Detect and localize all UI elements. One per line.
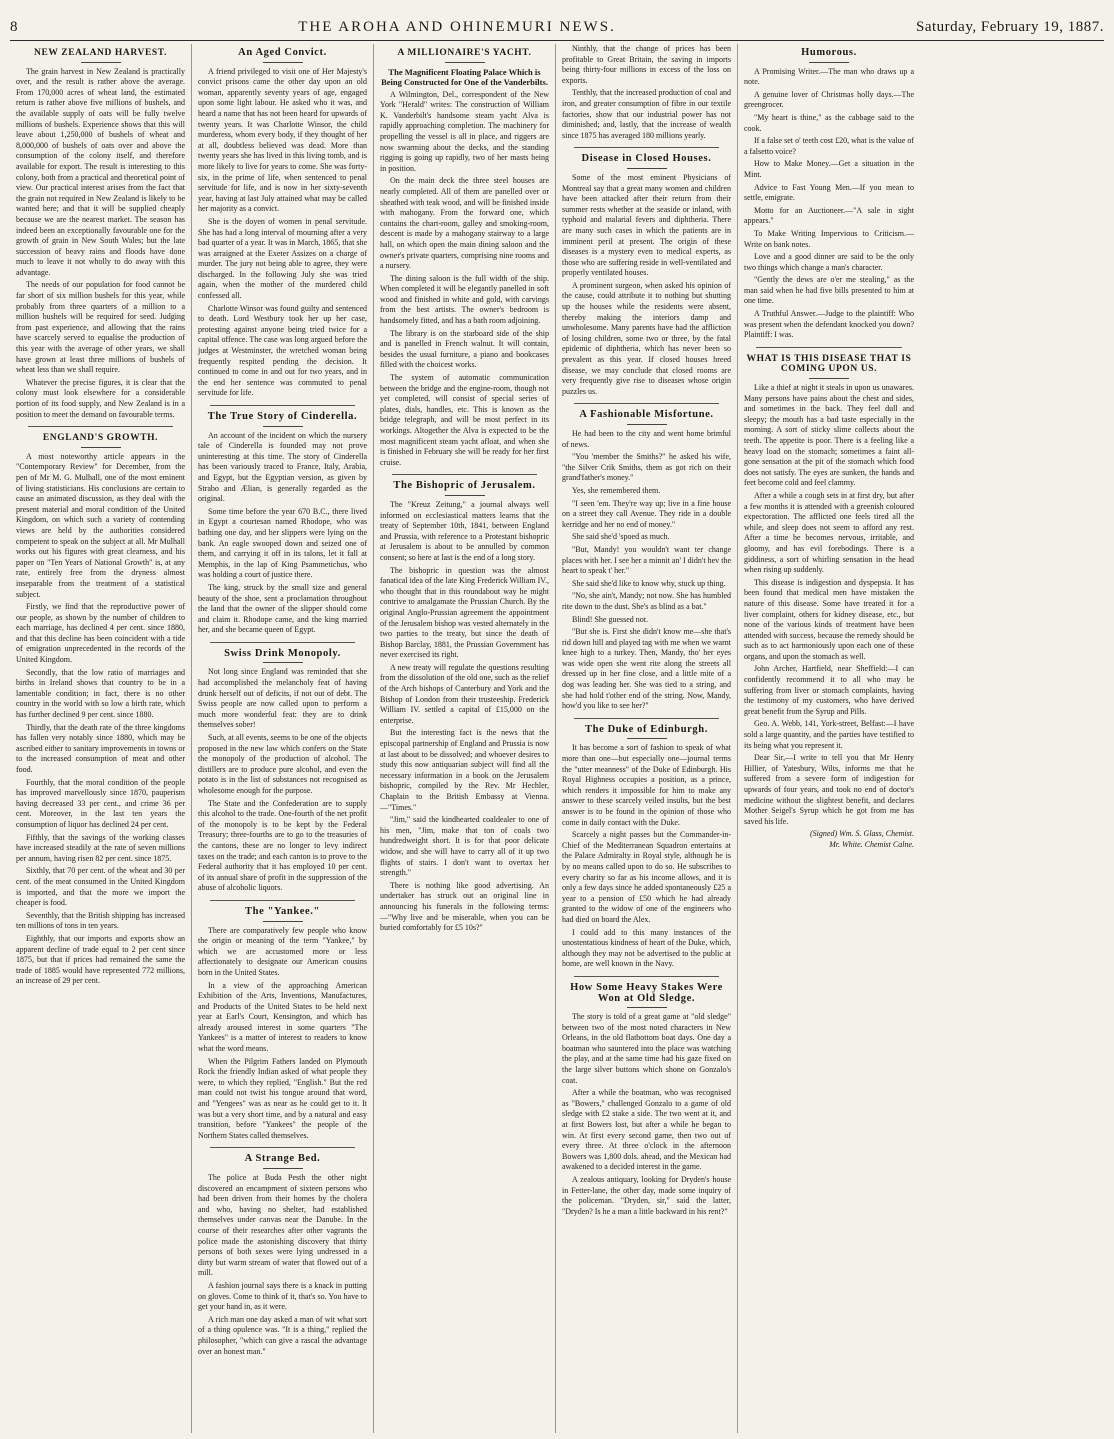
article-paragraph: Whatever the precise figures, it is clear that the colony must look elsewhere for a considerable portion of its food supply, and New Zealand is in a position to meet the demand on favourable terms. [16,377,185,419]
article-paragraph: He had been to the city and went home brimful of news. [562,429,731,449]
article-paragraph: "But she is. First she didn't know me—she that's rid down hill and played tag with me when we warnt knee high to a turkey. Then, Mandy, tho' her eyes was wide open she went rite along the streets all dressed up in her fine close, and a little mite of a dog was leading her. She was tied to a string, and she had hold t'other end of the string. Now, Mandy, how'd you like to see her?" [562,627,731,711]
article-heading: ENGLAND'S GROWTH. [42,433,159,444]
article-paragraph: Not long since England was reminded that she had accomplished the melancholy feat of having drunk herself out of deficits, if not out of debt. The Swiss people are now called upon to perform a much more wonderful feat: they are to drink themselves sober! [198,667,367,730]
article-paragraph: "Jim," said the kindhearted coaldealer to one of his men, "Jim, make that ton of coals two hundredweight short. It is for that poor delicate widow, and she will have to carry all of it up two flights of stairs. I don't want to overtax her strength." [380,815,549,878]
article-paragraph: She said she'd 'spoed as much. [572,532,670,542]
article-paragraph: The needs of our population for food cannot be far short of six million bushels for this year, while probably from three quarters of a million to a million bushels will be required for seed. Judging from past experience, and allowing that the rains have scarcely served to equalise the production of this year with the average of other years, we shall have grown at least three millions of bushels of wheat less than we shall require. [16,280,185,375]
heading-rule [627,424,667,425]
article-heading: An Aged Convict. [238,47,327,58]
article-paragraph: A genuine lover of Christmas holly days.—The greengrocer. [744,89,914,110]
issue-date: Saturday, February 19, 1887. [916,19,1104,35]
article-paragraph: A friend privileged to visit one of Her Majesty's convict prisons came the other day upon an old woman, apparently seventy years of age, engaged upon some light labour. He asked who it was, and heard a name that has not been heard for upwards of twenty years. It was Charlotte Winsor, the child murderess, whom every body, if they thought of her at all, doubtless believed was dead. More than twenty years she has lived in this living tomb, and is more likely to live for years to come. She was forty-six, in the prime of life, when sentenced to penal servitude for life, and is now in her sixty-seventh year, having at last July attained what may be called her majority as a convict. [198,66,367,214]
article-paragraph: Fifthly, that the savings of the working classes have increased steadily at the rate of seven millions per annum, having risen 82 per cent. since 1875. [16,832,185,863]
article-paragraph: Charlotte Winsor was found guilty and sentenced to death. Lord Westbury took her up her case, protesting against anyone being tried twice for a capital offence. The case was long argued before the judges at Westminster, the wretched woman being frequently respited pending the decision. It continued to come in and out for two years, and in the end her sentence was commuted to penal servitude for life. [198,303,367,398]
article [198,48,367,399]
article-paragraph: It has become a sort of fashion to speak of what more than one—but especially one—journal terms the "utter meanness" of the Duke of Edinburgh. His Royal Highness occupies a position, as a prince, which renders it impossible for him to make any answer to these scarcely veiled insults, but the best answer is to be found in the opinion of those who come in daily contact with the Duke. [562,743,731,827]
heading-rule [809,62,849,63]
heading-rule [445,62,485,63]
columns [10,44,1104,1433]
article-divider [574,976,719,977]
article-paragraph: After a while the boatman, who was recognised as "Bowers," challenged Gonzalo to a game of old sledge with £2 stake a side. The two went at it, and at first Bowers lost, but after a while he began to win. At first every second game, then two out of every three. At three o'clock in the afternoon Bowers was 1,800 dols. ahead, and the Mexican had awakened to a decided interest in the game. [562,1088,731,1172]
article-paragraph: Yes, she remembered them. [572,485,661,495]
article [562,44,731,141]
article-paragraph: "You 'member the Smiths?" he asked his wife, "the Silver Crik Smiths, them as got rich on their grand'father's money." [562,452,731,483]
article-paragraph: Some of the most eminent Physicians of Montreal say that a great many women and children have been attacked after their return from their summer rests whether at the seaside or inland, with typhoid and malarial fevers and diphtheria. There are many such cases in which the patients are in imminent peril at present. The origin of these diseases is a mystery even to medical experts, as those who are suffering reside in well-ventilated and properly ventilated houses. [562,172,731,278]
article-paragraph: A prominent surgeon, when asked his opinion of the cause, could attribute it to nothing but shutting up the houses while the residents were absent, thereby making the interiors damp and unwholesome. Many parents have had the affliction of losing children, some two or three, by the fatal epidemic of diphtheria, which has never been so prevalent as this year. If closed houses breed disease, we may conclude that closed rooms are very frequently give rise to diseases whose origin puzzles us. [562,280,731,396]
article-paragraph: A Truthful Answer.—Judge to the plaintiff: Who was present when the defendant knocked you down? Plaintiff: I was. [744,309,914,340]
article-heading: How Some Heavy Stakes Were Won at Old Sledge. [570,981,723,1004]
article [198,649,367,894]
article-paragraph: In a view of the approaching American Exhibition of the Arts, Inventions, Manufactures, and Products of the United States to be held next year at Earl's Court, Kensington, and which has already aroused interest in some quarters "The Yankees" is a matter of interest to readers to know what the word means. [198,980,367,1054]
article-paragraph: "But, Mandy! you wouldn't want ter change places with her. I see her a minnit an' I didn't hev the heart to speak t' her." [562,544,731,576]
column-4 [556,44,738,1433]
article-paragraph: After a while a cough sets in at first dry, but after a few months it is attended with a greenish coloured expectoration. The afflicted one feels tired all the while, and sleep does not seem to afford any rest. After a time he becomes nervous, irritable, and gloomy, and has evil forebodings. There is a giddiness, a sort of whirling sensation in the head when rising up suddenly. [744,490,914,575]
article-paragraph: John Archer, Hartfield, near Sheffield:—I can confidently recommend it to all who may be suffering from liver or stomach complaints, having the testimony of my customers, who have derived great benefit from the Syrup and Pills. [744,664,914,716]
article-paragraph: Seventhly, that the British shipping has increased ten millions of tons in ten years. [16,910,185,931]
article-divider [210,405,355,406]
article-divider [28,426,173,427]
column-2 [192,44,374,1433]
article-paragraph: A fashion journal says there is a knack in putting on gloves. Come to think of it, that's so. You have to get your hand in, as it were. [198,1280,367,1312]
article-paragraph: But the interesting fact is the news that the episcopal partnership of England and Prussia is now at last about to be dissolved; and whoever desires to study this now antiquarian subject will find all the necessary information in a book on the Jerusalem bishopric, compiled by the Rev. Mr Hechler, Chaplain to the British Embassy at Vienna.—"Times." [380,728,549,812]
article [198,1154,367,1357]
article [562,410,731,711]
article-paragraph: How to Make Money.—Get a situation in the Mint. [744,159,914,179]
article-heading: A Fashionable Misfortune. [579,409,714,421]
article-divider [574,147,719,148]
article-divider [756,347,902,348]
article-heading: The "Yankee." [245,905,320,917]
article [562,983,731,1217]
article-paragraph: Geo. A. Webb, 141, York-street, Belfast:—I have sold a large quantity, and the parties have testified to its being what you represent it. [744,719,914,750]
article-paragraph: Love and a good dinner are said to be the only two things which change a man's character. [744,252,914,272]
article-heading: Swiss Drink Monopoly. [224,647,341,659]
article-paragraph: The system of automatic communication between the bridge and the engine-room, though not yet completed, will consist of special series of plates, dials, handles, etc. This is known as the bridge telegraph, and will be most perfect in its workings. Altogether the Alva is expected to be the most magnificent steam yacht afloat, and when she is finished in February she will be ready for her first cruise. [380,373,549,467]
article-heading: NEW ZEALAND HARVEST. [34,48,167,58]
article-paragraph: "My heart is thine," as the cabbage said to the cook. [744,112,914,133]
article-paragraph: Some time before the year 670 B.C., there lived in Egypt a courtesan named Rhodope, who was bathing one day, and her slippers were lying on the bank. An eagle swooped down and seized one of them, and carrying it off in its talons, let it fall at Memphis, in the lap of King Psammetichus, who was holding a court of justice there. [198,506,367,580]
article-paragraph: A new treaty will regulate the questions resulting from the dissolution of the old one, such as the relief of the Arch bishops of Canterbury and York and the Bishop of London from their trusteeship. Frederick William IV. settled a capital of £15,000 on the enterprise. [380,662,549,725]
column-3 [374,44,556,1433]
article-paragraph: Scarcely a night passes but the Commander-in-Chief of the Mediterranean Squadron entertains at the Palace Admiralty in Royal style, although he is by no means called upon to do so. He subscribes to every charity so far as his income allows, and it is only a few days since he added spontaneously £25 a year to a pension of £50 which he had already granted to the widow of one of the engineers who had died on board the Alex. [562,830,731,924]
article-paragraph: I could add to this many instances of the unostentatious kindness of heart of the Duke, which, although they may not be advertised to the public at home, are well known in the Navy. [562,927,731,969]
article-divider [210,900,355,901]
article-paragraph: Advice to Fast Young Men.—If you mean to settle, emigrate. [744,182,914,203]
article-paragraph: Firstly, we find that the reproductive power of our people, as shown by the number of children to each marriage, has declined 4 per cent. since 1880, and that this decline has been coincident with a tide of emigration unprecedented in the records of the United Kingdom. [16,602,185,665]
article-paragraph: The library is on the starboard side of the ship and is panelled in French walnut. It will contain, besides the usual furniture, a piano and bookcases filled with the choicest works. [380,328,549,370]
column-1 [10,44,192,1433]
article-paragraph: The State and the Confederation are to supply this alcohol to the trade. One-fourth of the net profit of the monopoly is to be kept by the Federal Treasury; three-fourths are to go to the treasuries of the cantons, these are no longer to levy indirect taxes on the trade; and each canton is to prove to the Federal authority that it has employed 10 per cent. of its annual share of profit in the suppression of the abuse of alcoholic liquors. [198,798,367,893]
column-5 [738,44,920,1433]
article-paragraph: To Make Writing Impervious to Criticism.—Write on bank notes. [744,228,914,249]
heading-rule [263,426,303,427]
article-paragraph: An account of the incident on which the nursery tale of Cinderella is founded may not prove uninteresting at this time. The story of Cinderella has been variously traced to France, Italy, Arabia, and Egypt, but the Egyptian version, as given by Strabo and Ælian, is generally regarded as the original. [198,430,367,504]
article-divider [392,474,537,475]
article-paragraph: Blind! She guessed not. [572,614,648,624]
article-paragraph: Ninthly, that the change of prices has been profitable to Great Britain, the saving in imports being thirty-four millions in excess of the loss on exports. [562,44,731,85]
article-paragraph: There is nothing like good advertising. An undertaker has struck out an original line in announcing his funerals in the following terms:—"Why live and be miserable, when you can be buried comfortably for £5 10s?" [380,880,549,933]
article [562,154,731,397]
signature: Mr. White. Chemist Calne. [829,839,914,849]
article-paragraph: The police at Buda Pesth the other night discovered an encampment of sixteen persons who had been driven from their homes by the cholera and who, having no shelter, had established themselves under canvas near the Danube. In the course of their researches after other vagrants the police made the astonishing discovery that thirty persons of both sexes were lying undressed in a dirty but warm stream of water that flowed out of a mill. [198,1173,367,1278]
article-paragraph: Thirdly, that the death rate of the three kingdoms has fallen very notably since 1880, which may be ascribed either to sanitary improvements in towns or to the increased consumption of meat and other food. [16,722,185,774]
article-heading: The Bishopric of Jerusalem. [393,480,536,492]
article [744,354,914,828]
heading-rule [809,378,849,379]
heading-rule [81,447,121,448]
article-paragraph: A zealous antiquary, looking for Dryden's house in Fetter-lane, the other day, made some inquiry of the policeman. "Dryden, sir," said the latter, "Dryden? Is he a man a little backward in his rent?" [562,1175,731,1216]
article [562,725,731,970]
article-paragraph: "Gently the dews are o'er me stealing," as the man said when he had five bills presented to him at one time. [744,275,914,306]
article-paragraph: There are comparatively few people who know the origin or meaning of the term "Yankee," by which we are accustomed more or less affectionately to designate our American cousins born in the United States. [198,925,367,977]
article [198,907,367,1141]
article-paragraph: "I seen 'em. They're way up; live in a fine house on a street they call Avenue. They ride in a double kerridge and her no end of money." [562,498,731,529]
newspaper-title: THE AROHA AND OHINEMURI NEWS. [298,19,616,35]
masthead [10,10,1104,41]
article-paragraph: A rich man one day asked a man of wit what sort of a thing opulence was. "It is a thing," replied the philosopher, "which can give a rascal the advantage over an honest man." [198,1314,367,1356]
article-paragraph: Eighthly, that our imports and exports show an apparent decline of trade equal to 2 per cent since 1875, but that if prices had remained the same the trade of 1885 would have represented 772 millions, an increase of 29 per cent. [16,933,185,986]
heading-rule [263,1168,303,1169]
article-divider [210,642,355,643]
article-divider [574,718,719,719]
article-paragraph: The grain harvest in New Zealand is practically over, and the result is rather above the average. From 170,000 acres of wheat land, the estimated return is rather above five millions of bushels, and the available supply of oats will be fully twelve millions of bushels. Experience shows that this will leave about 1,250,000 of bushels of wheat and 8,000,000 of bushels of oats over and above the consumption of the colony itself, and therefore available for export. The result is interesting to this colony, both from a practical and theoretical point of view. Our practical interest arises from the fact that the grain not required in New Zealand is likely to be wanted here; and that it will be supplied cheaply because we are the nearest market. The season has indeed been an exceptionally favourable one for the growth of grain in New South Wales; but the late succession of heavy rains and floods have done much to leave it not wholly to do away with this advantage. [16,66,185,277]
article-subheading: The Magnificent Floating Palace Which is Being Constructed for One of the Vanderbilts. [381,66,548,87]
signature: (Signed) Wm. S. Glass, Chemist. [810,829,914,839]
article-paragraph: The king, struck by the small size and general beauty of the shoe, sent a proclamation throughout the land that the owner of the slipper should come and claim it. Rhodope came, and the king married her, and she became queen of Egypt. [198,582,367,635]
article-heading: The True Story of Cinderella. [207,411,358,422]
article [380,481,549,933]
article-paragraph: The story is told of a great game at "old sledge" between two of the most noted characters in New Orleans, in the old flatbottom boat days. One day a boatman who sauntered into the place was watching the play, and at the same time had his gaze fixed on the large silver buttons which shone on Gonzalo's coat. [562,1012,731,1085]
article [744,48,914,341]
article-paragraph: A Wilmington, Del., correspondent of the New York "Herald" writes: The construction of William K. Vanderbilt's handsome steam yacht Alva is rapidly approaching completion. The machinery for propelling the vessel is all in place, and riggers are now swarming about the decks, and the standing rigging is going up rapidly, two of her masts being in position. [380,89,549,173]
heading-rule [627,1007,667,1008]
page-number: 8 [10,19,18,35]
article-paragraph: When the Pilgrim Fathers landed on Plymouth Rock the friendly Indian asked of what people they were, to which they replied, "English." But the red man could not twist his tongue around that word, and "Yengees" was as near as he could get to it. It was but a very short time, and by a natural and easy transition, before "Yankees" the people of the Northern States called themselves. [198,1056,367,1140]
article-paragraph: Dear Sir,—I write to tell you that Mr Henry Hillier, of Yatesbury, Wilts, informs me that he suffered from a severe form of indigestion for upwards of four years, and took no end of doctor's medicine without the slightest benefit, and declares Mother Seigel's Syrup which he got from me has saved his life. [744,753,914,826]
article-paragraph: Secondly, that the low ratio of marriages and births in Ireland shows that country to be in a lamentable condition; in fact, there is no other country in the world with so low a birth rate, which has further declined 9 per cent. since 1880. [16,667,185,720]
article-heading: Humorous. [801,47,857,58]
article-paragraph: Fourthly, that the moral condition of the people has improved marvellously since 1870, pauperism having decreased 33 per cent., and crime 36 per cent. Moreover, in the last ten years the consumption of liquor has declined 24 per cent. [16,777,185,829]
article-heading: Disease in Closed Houses. [581,153,712,165]
article-paragraph: On the main deck the three steel houses are nearly completed. All of them are panelled over or sheathed with teak wood, and will be finished inside with mahogany. From the forward one, which contains the chart-room, galley and smoking-room, descent is made by a mahogany stairway to a large hall, on which open the main dining saloon and the owner's private quarters, comprising nine rooms and a nursery. [380,176,549,271]
article-heading: A MILLIONAIRE'S YACHT. [397,48,532,58]
article [16,48,185,420]
article-paragraph: This disease is indigestion and dyspepsia. It has been found that medical men have mistaken the nature of this disease. Some have treated it for a liver complaint, others for kidney disease, etc., but none of the various kinds of treatment have been attended with success, because the remedy should be such as to act harmoniously upon each one of these organs, and upon the stomach as well. [744,577,914,661]
article-paragraph: Motto for an Auctioneer.—"A sale in sight appears." [744,205,914,226]
article-paragraph: If a false set o' teeth cost £20, what is the value of a falsetto voice? [744,136,914,156]
article-heading: A Strange Bed. [244,1153,321,1165]
article-paragraph: Sixthly, that 70 per cent. of the wheat and 30 per cent. of the meat consumed in the United Kingdom is imported, and that the more we import the cheaper is food. [16,866,185,908]
article-paragraph: She is the doyen of women in penal servitude. She has had a long interval of mourning after a very bad quarter of a year. It was in March, 1865, that she was arraigned at the Exeter Assizes on a charge of murder. The jury not being able to agree, they were discharged. In the following July she was tried again, when the mother of the murdered child confessed all. [198,216,367,301]
article-divider [210,1147,355,1148]
heading-rule [627,168,667,169]
article [16,433,185,987]
article-paragraph: Such, at all events, seems to be one of the objects proposed in the new law which confers on the State the monopoly of the production of alcohol. The distillers are to produce pure alcohol, and even the potato is in the list of substances not recognised as wholesome enough for the purpose. [198,733,367,795]
article-paragraph: Like a thief at night it steals in upon us unawares. Many persons have pains about the chest and sides, and sometimes in the back. They feel dull and sleepy; the mouth has a bad taste especially in the morning. A sort of sticky slime collects about the teeth. The appetite is poor. There is a feeling like a heavy load on the stomach; sometimes a faint all-gone sensation at the pit of the stomach which food does not satisfy. The eyes are sunken, the hands and feet become cold and feel clammy. [744,383,914,488]
article-paragraph: A most noteworthy article appears in the "Contemporary Review" for December, from the pen of Mr M. G. Mulhall, one of the most eminent of living statisticians. His conclusions are certain to cause an animated discussion, as they deal with the present material and moral condition of the United Kingdom, on which such a variety of contending views are held by the authorities considered competent to speak on the subject at all. Mr Mulhall works out his figures with great clearness, and his paper on "Ten Years of National Growth" is, at any rate, entirely free from the dryness almost inseparable from the treatment of a statistical subject. [16,451,185,599]
article-divider [574,403,719,404]
heading-rule [263,921,303,922]
article-paragraph: The bishopric in question was the almost fanatical idea of the late King Frederick William IV., who thought that in this roundabout way he might contrive to amalgamate the Prussian Church. By the original Anglo-Prussian agreement the appointment of the Jerusalem bishop was vested alternately in the two parties to the treaty, but since the death of Bishop Barclay, 1881, the Prussian Government has never exercised its right. [380,565,549,660]
heading-rule [445,495,485,496]
article-paragraph: Tenthly, that the increased production of coal and iron, and greater consumption of fibre in our textile factories, show that our industrial power has not diminished; and, lastly, that the increase of wealth since 1875 has averaged 180 millions yearly. [562,88,731,140]
heading-rule [263,62,303,63]
article-paragraph: The dining saloon is the full width of the ship. When completed it will be elegantly panelled in soft wood and finished in white and gold, with carvings from the best artists. The owner's bedroom is handsomely fitted, and has a bath room adjoining. [380,273,549,326]
heading-rule [263,662,303,663]
article [380,48,549,468]
heading-rule [627,738,667,739]
article-heading: The Duke of Edinburgh. [585,723,708,735]
article-paragraph: A Promising Writer.—The man who draws up a note. [744,66,914,87]
article-paragraph: The "Kreuz Zeitung," a journal always well informed on ecclesiastical matters learns that the treaty of September 10th, 1841, between England and Prussia, with reference to a Protestant bishopric at Jerusalem is about to be annulled by common consent; so here at last is the end of a long story. [380,499,549,562]
article-heading: WHAT IS THIS DISEASE THAT IS COMING UPON US. [746,353,912,375]
article-paragraph: She said she'd like to know why, stuck up thing. [572,578,726,588]
article [198,412,367,636]
heading-rule [81,62,121,63]
article-paragraph: "No, she ain't, Mandy; not now. She has humbled rite down to the dust. She's as blind as a bat." [562,591,731,611]
